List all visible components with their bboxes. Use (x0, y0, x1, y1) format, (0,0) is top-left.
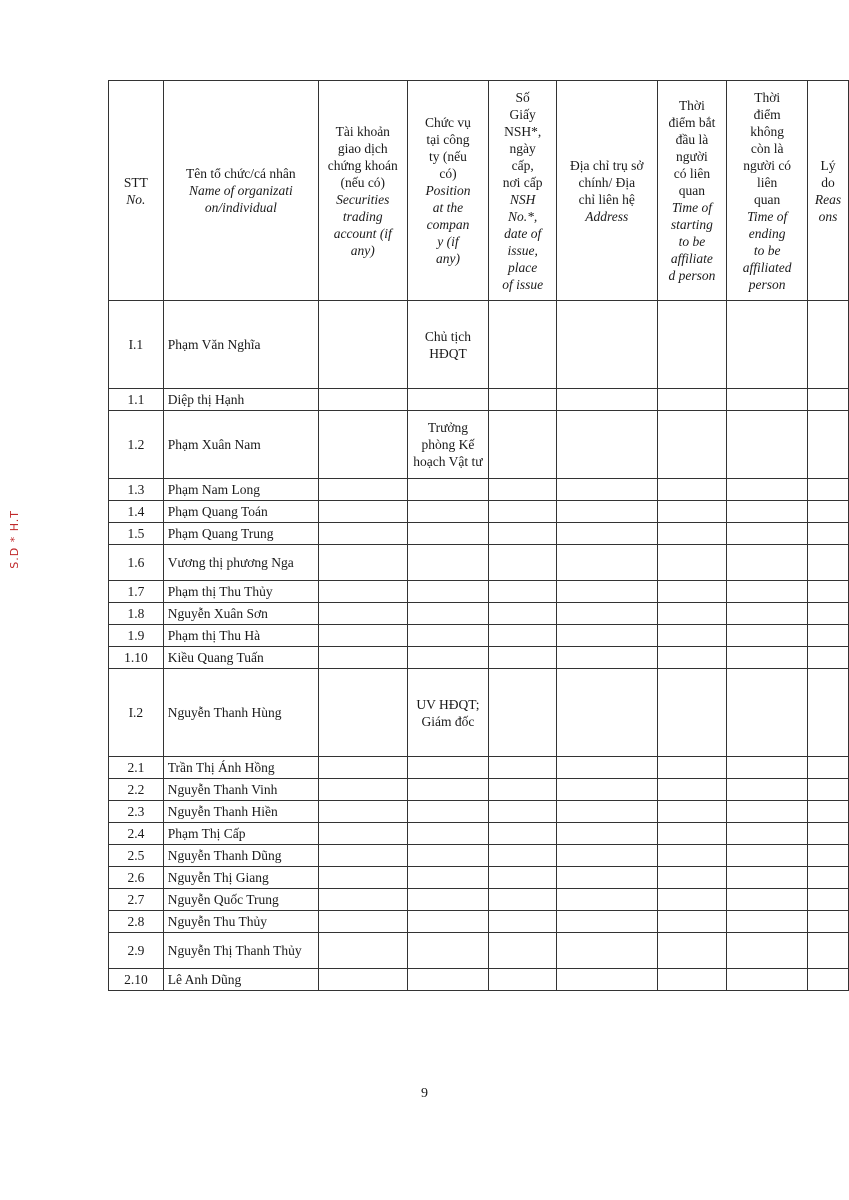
header-line: of issue (502, 276, 544, 292)
account-cell (318, 301, 407, 389)
table-row (109, 933, 849, 969)
start-time-cell (657, 969, 727, 991)
start-time-cell (657, 801, 727, 823)
address-cell (557, 501, 657, 523)
header-line: Tên tổ chức/cá nhân (186, 166, 296, 181)
header-line: có) (439, 166, 457, 181)
start-time-cell (657, 823, 727, 845)
header-line: đầu là (675, 132, 709, 147)
table-row (109, 647, 849, 669)
account-cell (318, 501, 407, 523)
account-cell (318, 625, 407, 647)
start-time-cell (657, 867, 727, 889)
name-cell: Vương thị phương Nga (163, 545, 318, 581)
header-line: trading (342, 208, 383, 224)
name-cell: Nguyễn Xuân Sơn (163, 603, 318, 625)
start-time-cell (657, 523, 727, 545)
start-time-cell (657, 845, 727, 867)
header-end-time (727, 81, 808, 301)
account-cell (318, 479, 407, 501)
nsh-cell (489, 845, 557, 867)
nsh-cell (489, 757, 557, 779)
end-time-cell (727, 603, 808, 625)
reason-cell (808, 889, 849, 911)
reason-cell (808, 625, 849, 647)
header-line: Time of (747, 208, 788, 224)
account-cell (318, 523, 407, 545)
name-cell: Kiều Quang Tuấn (163, 647, 318, 669)
header-line: quan (754, 191, 781, 207)
reason-cell (808, 523, 849, 545)
position-cell: UV HĐQT; Giám đốc (407, 669, 489, 757)
table-row (109, 867, 849, 889)
header-line: NSH*, (504, 123, 542, 139)
start-time-cell (657, 411, 727, 479)
header-line: to be (753, 242, 781, 258)
header-line: at the (432, 200, 464, 215)
header-line: issue, (507, 242, 538, 258)
account-cell (318, 389, 407, 411)
account-cell (318, 911, 407, 933)
header-line: starting (670, 217, 713, 232)
header-account (318, 81, 407, 301)
header-line: NSH (509, 191, 536, 207)
stt-cell: 2.8 (109, 911, 164, 933)
header-line: place (508, 259, 538, 275)
end-time-cell (727, 545, 808, 581)
end-time-cell (727, 411, 808, 479)
start-time-cell (657, 479, 727, 501)
start-time-cell (657, 933, 727, 969)
position-cell (407, 647, 489, 669)
table-row (109, 479, 849, 501)
account-cell (318, 647, 407, 669)
reason-cell (808, 545, 849, 581)
address-cell (557, 933, 657, 969)
table-row (109, 501, 849, 523)
header-line: affiliate (670, 251, 713, 266)
reason-cell (808, 647, 849, 669)
address-cell (557, 969, 657, 991)
reason-cell (808, 411, 849, 479)
header-line: person (748, 276, 786, 292)
position-cell (407, 479, 489, 501)
header-line: Address (585, 208, 629, 224)
stt-cell: 2.3 (109, 801, 164, 823)
position-cell (407, 823, 489, 845)
position-cell (407, 779, 489, 801)
header-line: Lý (820, 157, 836, 173)
nsh-cell (489, 647, 557, 669)
header-line: giao dịch (337, 140, 388, 156)
header-line: ty (nếu (429, 149, 467, 164)
end-time-cell (727, 801, 808, 823)
end-time-cell (727, 389, 808, 411)
header-stt (109, 81, 164, 301)
table-row (109, 889, 849, 911)
stt-cell: 2.1 (109, 757, 164, 779)
address-cell (557, 389, 657, 411)
table-row (109, 523, 849, 545)
position-cell (407, 801, 489, 823)
end-time-cell (727, 669, 808, 757)
header-line: Thời (678, 98, 705, 113)
reason-cell (808, 845, 849, 867)
end-time-cell (727, 969, 808, 991)
address-cell (557, 779, 657, 801)
position-cell (407, 757, 489, 779)
position-cell (407, 545, 489, 581)
reason-cell (808, 501, 849, 523)
start-time-cell (657, 889, 727, 911)
stt-cell: 2.2 (109, 779, 164, 801)
header-line: affiliated (742, 259, 792, 275)
account-cell (318, 757, 407, 779)
page-number: 9 (421, 1086, 428, 1101)
name-cell: Nguyễn Quốc Trung (163, 889, 318, 911)
end-time-cell (727, 823, 808, 845)
nsh-cell (489, 867, 557, 889)
end-time-cell (727, 757, 808, 779)
reason-cell (808, 911, 849, 933)
address-cell (557, 889, 657, 911)
stt-cell: I.1 (109, 301, 164, 389)
account-cell (318, 969, 407, 991)
header-line: to be (678, 234, 706, 249)
name-cell: Nguyễn Thanh Dũng (163, 845, 318, 867)
nsh-cell (489, 523, 557, 545)
stt-cell: 1.4 (109, 501, 164, 523)
header-line: Số (515, 89, 530, 105)
address-cell (557, 545, 657, 581)
nsh-cell (489, 823, 557, 845)
position-cell (407, 911, 489, 933)
nsh-cell (489, 911, 557, 933)
start-time-cell (657, 625, 727, 647)
account-cell (318, 933, 407, 969)
header-line: Time of (671, 200, 712, 215)
table-row (109, 801, 849, 823)
table-row (109, 581, 849, 603)
header-line: Tài khoản (335, 123, 390, 139)
end-time-cell (727, 501, 808, 523)
header-line: còn là (750, 140, 784, 156)
header-line: quan (678, 183, 706, 198)
address-cell (557, 867, 657, 889)
nsh-cell (489, 933, 557, 969)
stt-cell: 1.8 (109, 603, 164, 625)
header-line: any) (350, 242, 375, 258)
red-stamp-mark: S.D * H.T (8, 510, 21, 569)
header-line: STT (123, 174, 148, 190)
nsh-cell (489, 545, 557, 581)
start-time-cell (657, 545, 727, 581)
header-reason (808, 81, 849, 301)
header-line: tại công (426, 132, 470, 147)
table-row (109, 389, 849, 411)
end-time-cell (727, 625, 808, 647)
affiliated-persons-table (108, 80, 849, 991)
header-line: ending (748, 225, 786, 241)
start-time-cell (657, 581, 727, 603)
name-cell: Nguyễn Thị Giang (163, 867, 318, 889)
name-cell: Phạm Quang Trung (163, 523, 318, 545)
table-row (109, 603, 849, 625)
reason-cell (808, 801, 849, 823)
header-line: điểm bắt (668, 115, 716, 130)
account-cell (318, 779, 407, 801)
reason-cell (808, 933, 849, 969)
address-cell (557, 801, 657, 823)
name-cell: Nguyễn Thanh Vinh (163, 779, 318, 801)
address-cell (557, 823, 657, 845)
reason-cell (808, 669, 849, 757)
reason-cell (808, 779, 849, 801)
stt-cell: 1.5 (109, 523, 164, 545)
reason-cell (808, 301, 849, 389)
header-line: người có (743, 157, 792, 173)
nsh-cell (489, 501, 557, 523)
name-cell: Phạm thị Thu Hà (163, 625, 318, 647)
nsh-cell (489, 479, 557, 501)
address-cell (557, 581, 657, 603)
table-row (109, 411, 849, 479)
position-cell (407, 889, 489, 911)
address-cell (557, 757, 657, 779)
address-cell (557, 301, 657, 389)
name-cell: Phạm Xuân Nam (163, 411, 318, 479)
header-start-time (657, 81, 727, 301)
header-line: Thời (754, 89, 781, 105)
start-time-cell (657, 757, 727, 779)
table-row (109, 845, 849, 867)
stt-cell: 1.10 (109, 647, 164, 669)
reason-cell (808, 757, 849, 779)
name-cell: Lê Anh Dũng (163, 969, 318, 991)
end-time-cell (727, 523, 808, 545)
account-cell (318, 669, 407, 757)
stt-cell: I.2 (109, 669, 164, 757)
header-line: Name of organizati (188, 183, 293, 198)
start-time-cell (657, 779, 727, 801)
stt-cell: 1.9 (109, 625, 164, 647)
name-cell: Nguyễn Thanh Hiền (163, 801, 318, 823)
header-line: on/individual (204, 200, 277, 215)
end-time-cell (727, 889, 808, 911)
address-cell (557, 411, 657, 479)
name-cell: Phạm Nam Long (163, 479, 318, 501)
table-row (109, 823, 849, 845)
reason-cell (808, 389, 849, 411)
name-cell: Phạm Thị Cấp (163, 823, 318, 845)
address-cell (557, 603, 657, 625)
position-cell (407, 603, 489, 625)
header-line: điểm (753, 106, 781, 122)
table-row (109, 969, 849, 991)
header-line: chứng khoán (327, 157, 398, 173)
header-line: do (821, 174, 835, 190)
account-cell (318, 581, 407, 603)
name-cell: Diệp thị Hạnh (163, 389, 318, 411)
nsh-cell (489, 889, 557, 911)
nsh-cell (489, 969, 557, 991)
header-line: nơi cấp (502, 174, 543, 190)
start-time-cell (657, 389, 727, 411)
header-line: có liên (673, 166, 711, 181)
nsh-cell (489, 779, 557, 801)
stt-cell: 1.2 (109, 411, 164, 479)
header-nsh (489, 81, 557, 301)
start-time-cell (657, 501, 727, 523)
table-row (109, 911, 849, 933)
start-time-cell (657, 603, 727, 625)
header-line: chính/ Địa (578, 174, 636, 190)
position-cell (407, 933, 489, 969)
reason-cell (808, 823, 849, 845)
header-line: (nếu có) (340, 174, 386, 190)
end-time-cell (727, 845, 808, 867)
position-cell (407, 867, 489, 889)
name-cell: Nguyễn Thị Thanh Thủy (163, 933, 318, 969)
position-cell (407, 523, 489, 545)
account-cell (318, 889, 407, 911)
name-cell: Nguyễn Thu Thủy (163, 911, 318, 933)
account-cell (318, 603, 407, 625)
header-line: Giấy (509, 106, 536, 122)
position-cell: Trưởng phòng Kế hoạch Vật tư (407, 411, 489, 479)
end-time-cell (727, 647, 808, 669)
header-line: cấp, (511, 157, 534, 173)
header-position (407, 81, 489, 301)
header-line: Địa chỉ trụ sở (570, 157, 644, 173)
account-cell (318, 411, 407, 479)
account-cell (318, 545, 407, 581)
stt-cell: 1.7 (109, 581, 164, 603)
header-name (163, 81, 318, 301)
nsh-cell (489, 411, 557, 479)
stt-cell: 2.9 (109, 933, 164, 969)
position-cell (407, 389, 489, 411)
reason-cell (808, 603, 849, 625)
name-cell: Phạm thị Thu Thủy (163, 581, 318, 603)
nsh-cell (489, 389, 557, 411)
stt-cell: 1.3 (109, 479, 164, 501)
start-time-cell (657, 647, 727, 669)
account-cell (318, 845, 407, 867)
header-line: Securities (336, 191, 390, 207)
name-cell: Trần Thị Ánh Hồng (163, 757, 318, 779)
header-line: Position (425, 183, 471, 198)
header-line: date of (504, 225, 542, 241)
name-cell: Phạm Văn Nghĩa (163, 301, 318, 389)
stt-cell: 2.5 (109, 845, 164, 867)
table-row (109, 757, 849, 779)
header-line: không (750, 123, 785, 139)
header-line: liên (757, 174, 778, 190)
table-row (109, 545, 849, 581)
name-cell: Phạm Quang Toán (163, 501, 318, 523)
address-cell (557, 845, 657, 867)
table-row (109, 779, 849, 801)
stt-cell: 1.1 (109, 389, 164, 411)
address-cell (557, 479, 657, 501)
position-cell (407, 581, 489, 603)
start-time-cell (657, 669, 727, 757)
nsh-cell (489, 625, 557, 647)
reason-cell (808, 581, 849, 603)
start-time-cell (657, 301, 727, 389)
account-cell (318, 823, 407, 845)
nsh-cell (489, 301, 557, 389)
address-cell (557, 625, 657, 647)
position-cell (407, 501, 489, 523)
end-time-cell (727, 911, 808, 933)
header-line: ons (818, 208, 838, 224)
header-line: ngày (509, 140, 536, 156)
table-row (109, 301, 849, 389)
end-time-cell (727, 479, 808, 501)
table-header-row (109, 81, 849, 301)
position-cell (407, 625, 489, 647)
account-cell (318, 867, 407, 889)
address-cell (557, 523, 657, 545)
end-time-cell (727, 581, 808, 603)
position-cell (407, 845, 489, 867)
stt-cell: 2.4 (109, 823, 164, 845)
nsh-cell (489, 581, 557, 603)
position-cell: Chủ tịch HĐQT (407, 301, 489, 389)
table-row (109, 669, 849, 757)
header-address (557, 81, 657, 301)
stt-cell: 2.6 (109, 867, 164, 889)
header-line: Chức vụ (424, 115, 471, 130)
stt-cell: 2.7 (109, 889, 164, 911)
header-line: d person (668, 268, 716, 283)
header-line: người (676, 149, 708, 164)
start-time-cell (657, 911, 727, 933)
reason-cell (808, 867, 849, 889)
table-row (109, 625, 849, 647)
header-line: account (if (333, 225, 392, 241)
header-line: chỉ liên hệ (578, 191, 635, 207)
account-cell (318, 801, 407, 823)
header-line: No.*, (508, 208, 538, 224)
end-time-cell (727, 301, 808, 389)
end-time-cell (727, 867, 808, 889)
end-time-cell (727, 779, 808, 801)
reason-cell (808, 969, 849, 991)
stt-cell: 1.6 (109, 545, 164, 581)
header-line: y (if (437, 234, 459, 249)
header-line: any) (435, 251, 460, 266)
nsh-cell (489, 669, 557, 757)
reason-cell (808, 479, 849, 501)
address-cell (557, 647, 657, 669)
nsh-cell (489, 603, 557, 625)
address-cell (557, 911, 657, 933)
header-line: No. (126, 191, 146, 207)
header-line: compan (426, 217, 470, 232)
address-cell (557, 669, 657, 757)
nsh-cell (489, 801, 557, 823)
position-cell (407, 969, 489, 991)
header-line: Reas (814, 191, 842, 207)
end-time-cell (727, 933, 808, 969)
name-cell: Nguyễn Thanh Hùng (163, 669, 318, 757)
stt-cell: 2.10 (109, 969, 164, 991)
